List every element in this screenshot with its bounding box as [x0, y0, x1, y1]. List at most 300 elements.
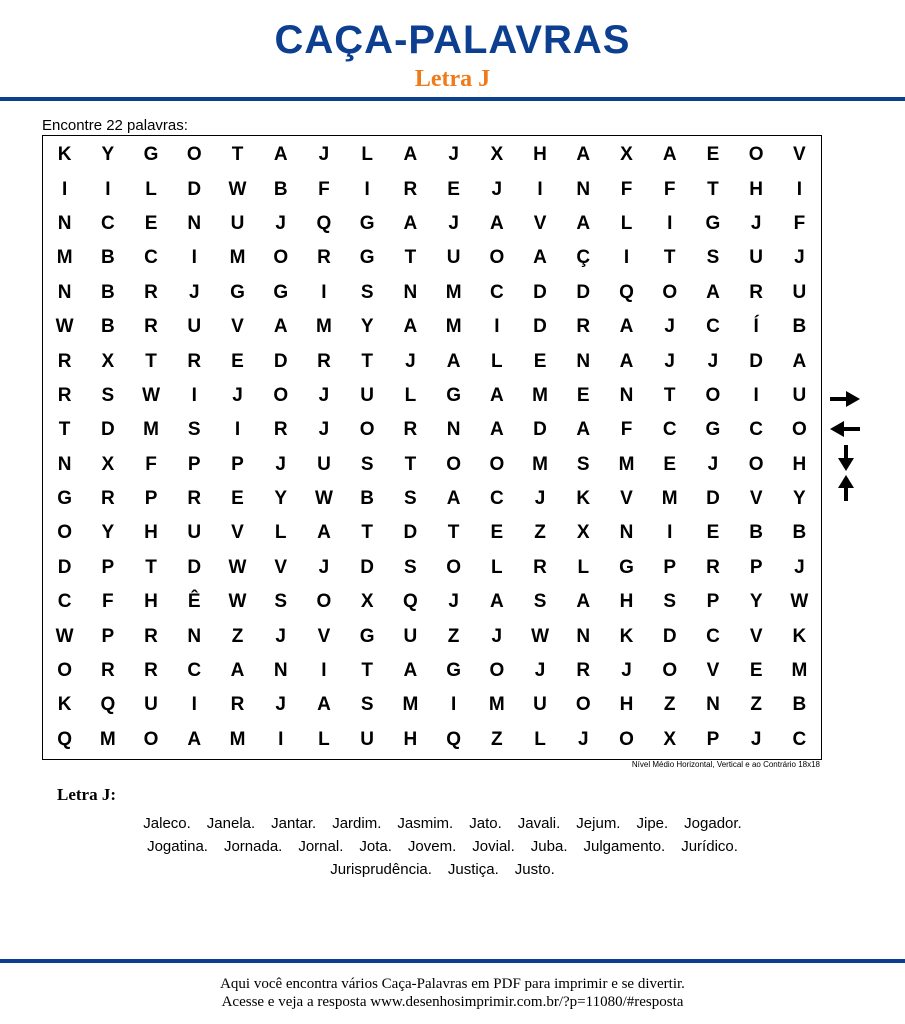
grid-letter: X: [101, 453, 115, 475]
grid-letter: J: [448, 212, 459, 234]
grid-letter: Z: [534, 522, 546, 544]
grid-letter: A: [489, 591, 504, 613]
grid-letter: E: [490, 522, 504, 544]
grid-letter: Í: [753, 316, 759, 338]
grid-letter: O: [748, 453, 764, 475]
grid-letter: J: [448, 144, 459, 166]
grid-letter: O: [489, 247, 505, 269]
grid-letter: L: [620, 212, 633, 234]
grid-letter: G: [273, 281, 289, 303]
grid-letter: O: [619, 728, 634, 750]
grid-letter: W: [790, 591, 809, 613]
grid-letter: N: [273, 660, 288, 682]
grid-letter: C: [489, 488, 504, 510]
grid-letter: J: [794, 556, 805, 578]
grid-letter: V: [620, 488, 633, 510]
grid-letter: T: [361, 522, 373, 544]
grid-letter: Y: [749, 591, 763, 613]
word-item: Jejum.: [576, 815, 621, 832]
grid-letter: L: [577, 556, 590, 578]
grid-letter: M: [532, 453, 548, 475]
grid-letter: P: [749, 556, 763, 578]
grid-letter: E: [447, 178, 460, 200]
grid-letter: E: [576, 384, 590, 406]
grid-letter: L: [491, 350, 503, 372]
grid-letter: E: [663, 453, 677, 475]
grid-letter: U: [230, 212, 245, 234]
grid-letter: A: [446, 488, 461, 510]
grid-letter: H: [749, 178, 764, 200]
grid-letter: K: [57, 694, 72, 716]
grid-letter: B: [792, 522, 807, 544]
grid-letter: L: [404, 384, 417, 406]
grid-letter: V: [706, 660, 720, 682]
grid-letter: P: [187, 453, 201, 475]
grid-letter: B: [100, 281, 115, 303]
grid-letter: N: [619, 384, 634, 406]
grid-letter: R: [533, 556, 547, 578]
grid-letter: T: [145, 350, 157, 372]
grid-letter: G: [230, 281, 245, 303]
grid-letter: C: [662, 419, 677, 441]
grid-letter: H: [403, 728, 418, 750]
grid-letter: N: [187, 212, 202, 234]
grid-letter: D: [706, 488, 720, 510]
word-item: Jornal.: [298, 838, 344, 855]
word-list-line-1: [0, 815, 885, 833]
grid-letter: D: [57, 556, 72, 578]
grid-letter: F: [318, 178, 330, 200]
grid-letter: R: [273, 419, 288, 441]
grid-letter: R: [317, 247, 331, 269]
grid-letter: U: [360, 384, 375, 406]
grid-letter: G: [57, 488, 72, 510]
word-item: Jovem.: [407, 838, 457, 855]
grid-letter: D: [403, 522, 418, 544]
grid-letter: J: [491, 178, 503, 200]
grid-letter: J: [318, 144, 330, 166]
instruction-text: Encontre 22 palavras:: [42, 117, 188, 134]
grid-letter: D: [576, 281, 591, 303]
grid-letter: W: [228, 556, 247, 578]
grid-letter: D: [100, 419, 115, 441]
word-item: Javali.: [517, 815, 561, 832]
grid-letter: A: [187, 728, 202, 750]
grid-letter: F: [102, 591, 114, 613]
grid-letter: J: [664, 316, 675, 338]
grid-letter: O: [446, 453, 461, 475]
word-item: Jogador.: [684, 815, 742, 832]
grid-letter: K: [57, 144, 72, 166]
grid-letter: J: [318, 556, 330, 578]
word-item: Jornada.: [223, 838, 283, 855]
grid-letter: T: [404, 247, 417, 269]
grid-letter: M: [791, 660, 808, 682]
word-list-line-3: [0, 861, 885, 879]
grid-letter: P: [663, 556, 677, 578]
grid-letter: I: [796, 178, 803, 200]
word-item: Jurídico.: [681, 838, 738, 855]
grid-letter: D: [662, 625, 677, 647]
grid-letter: S: [404, 556, 417, 578]
grid-letter: T: [404, 453, 417, 475]
word-item: Justo.: [514, 861, 555, 878]
grid-letter: S: [360, 694, 374, 716]
grid-letter: Q: [100, 694, 116, 716]
grid-letter: M: [661, 488, 678, 510]
grid-letter: O: [662, 660, 678, 682]
grid-letter: O: [662, 281, 678, 303]
grid-letter: X: [490, 144, 504, 166]
grid-letter: T: [145, 556, 157, 578]
grid-letter: B: [360, 488, 375, 510]
grid-letter: N: [57, 281, 72, 303]
grid-letter: A: [489, 212, 504, 234]
grid-letter: I: [321, 281, 327, 303]
grid-letter: N: [57, 212, 72, 234]
grid-letter: V: [749, 625, 763, 647]
grid-letter: R: [100, 488, 115, 510]
grid-letter: Z: [663, 694, 676, 716]
grid-letter: I: [105, 178, 111, 200]
grid-letter: Q: [619, 281, 634, 303]
grid-letter: X: [576, 522, 590, 544]
grid-letter: R: [144, 625, 158, 647]
grid-letter: Q: [446, 728, 461, 750]
grid-letter: D: [187, 178, 202, 200]
grid-letter: M: [488, 694, 505, 716]
grid-letter: S: [274, 591, 288, 613]
grid-letter: R: [230, 694, 245, 716]
grid-letter: I: [753, 384, 759, 406]
grid-letter: G: [359, 247, 375, 269]
grid-letter: G: [446, 660, 461, 682]
grid-letter: I: [191, 247, 197, 269]
grid-letter: O: [57, 522, 72, 544]
grid-letter: J: [707, 350, 719, 372]
grid-letter: A: [317, 522, 331, 544]
grid-letter: C: [187, 660, 202, 682]
grid-letter: U: [144, 694, 158, 716]
direction-legend: [828, 388, 864, 503]
grid-letter: W: [55, 316, 74, 338]
grid-letter: N: [706, 694, 720, 716]
grid-letter: U: [360, 728, 375, 750]
grid-letter: M: [229, 247, 246, 269]
grid-letter: F: [663, 178, 676, 200]
grid-letter: Q: [316, 212, 332, 234]
grid-letter: A: [317, 694, 331, 716]
grid-letter: A: [576, 419, 591, 441]
grid-letter: I: [191, 694, 197, 716]
grid-letter: R: [100, 660, 115, 682]
grid-letter: J: [275, 212, 286, 234]
bottom-divider: [0, 959, 905, 963]
grid-letter: I: [321, 660, 327, 682]
grid-letter: J: [318, 419, 330, 441]
word-item: Jurisprudência.: [330, 861, 432, 878]
grid-letter: E: [749, 660, 763, 682]
grid-letter: T: [663, 247, 676, 269]
grid-letter: M: [618, 453, 635, 475]
grid-letter: A: [230, 660, 245, 682]
grid-letter: O: [489, 453, 505, 475]
grid-letter: M: [99, 728, 116, 750]
grid-letter: E: [231, 488, 244, 510]
grid-letter: A: [576, 212, 591, 234]
grid-letter: J: [275, 694, 286, 716]
grid-letter: J: [707, 453, 719, 475]
grid-letter: N: [576, 625, 591, 647]
grid-letter: T: [707, 178, 719, 200]
grid-letter: H: [619, 591, 634, 613]
grid-letter: F: [620, 419, 633, 441]
footer-text: Aqui você encontra vários Caça-Palavras em PDF para imprimir e se divertir.: [220, 976, 685, 992]
grid-letter: V: [749, 488, 763, 510]
grid-letter: R: [187, 488, 202, 510]
grid-letter: S: [187, 419, 201, 441]
grid-letter: O: [446, 556, 461, 578]
grid-letter: A: [489, 419, 504, 441]
grid-letter: F: [620, 178, 633, 200]
grid-letter: B: [273, 178, 288, 200]
grid-letter: B: [792, 316, 807, 338]
grid-letter: D: [533, 281, 547, 303]
grid-letter: C: [749, 419, 764, 441]
grid-letter: Q: [402, 591, 418, 613]
grid-letter: J: [577, 728, 589, 750]
grid-letter: D: [187, 556, 202, 578]
word-item: Jato.: [469, 815, 502, 832]
grid-letter: S: [404, 488, 417, 510]
grid-letter: Y: [274, 488, 288, 510]
grid-letter: S: [360, 453, 374, 475]
grid-letter: L: [318, 728, 330, 750]
grid-letter: E: [706, 522, 720, 544]
arrow-up-icon: [836, 474, 856, 502]
grid-letter: L: [274, 522, 287, 544]
grid-letter: E: [533, 350, 547, 372]
grid-letter: H: [144, 522, 158, 544]
grid-letter: W: [531, 625, 550, 647]
grid-letter: M: [316, 316, 332, 338]
grid-letter: T: [447, 522, 460, 544]
grid-letter: J: [405, 350, 416, 372]
grid-letter: G: [143, 144, 159, 166]
grid-letter: A: [403, 144, 418, 166]
grid-letter: I: [450, 694, 457, 716]
grid-letter: E: [231, 350, 244, 372]
word-item: Justiça.: [447, 861, 499, 878]
grid-letter: N: [576, 350, 591, 372]
grid-letter: M: [402, 694, 419, 716]
grid-letter: A: [403, 660, 418, 682]
grid-letter: Q: [57, 728, 72, 750]
grid-letter: U: [403, 625, 418, 647]
grid-letter: J: [232, 384, 243, 406]
grid-letter: S: [533, 591, 547, 613]
grid-letter: J: [750, 728, 762, 750]
word-item: Jota.: [359, 838, 392, 855]
grid-letter: G: [705, 212, 721, 234]
grid-letter: R: [144, 316, 158, 338]
grid-letter: O: [748, 144, 764, 166]
grid-letter: V: [231, 316, 244, 338]
grid-letter: A: [619, 350, 634, 372]
grid-letter: J: [188, 281, 200, 303]
grid-letter: K: [619, 625, 634, 647]
grid-letter: W: [228, 591, 247, 613]
page-title: CAÇA-PALAVRAS: [274, 18, 631, 62]
grid-letter: I: [667, 212, 673, 234]
grid-letter: G: [446, 384, 461, 406]
grid-letter: M: [445, 281, 462, 303]
grid-letter: F: [145, 453, 157, 475]
word-item: Jardim.: [332, 815, 382, 832]
word-search-grid: [42, 135, 822, 760]
grid-letter: M: [143, 419, 159, 441]
grid-letter: J: [491, 625, 503, 647]
grid-letter: V: [274, 556, 288, 578]
grid-letter: A: [662, 144, 677, 166]
arrow-right-icon: [828, 388, 862, 410]
grid-letter: K: [792, 625, 807, 647]
grid-letter: R: [57, 384, 72, 406]
grid-letter: W: [228, 178, 247, 200]
grid-letter: P: [101, 556, 115, 578]
grid-letter: U: [317, 453, 331, 475]
word-item: Jogatina.: [147, 838, 208, 855]
grid-letter: L: [534, 728, 546, 750]
top-divider: [0, 97, 905, 101]
word-list-line-2: [0, 838, 885, 856]
grid-letter: X: [620, 144, 633, 166]
grid-letter: R: [144, 660, 158, 682]
grid-letter: T: [361, 350, 373, 372]
grid-letter: I: [234, 419, 241, 441]
grid-letter: U: [792, 384, 807, 406]
grid-letter: N: [576, 178, 591, 200]
grid-letter: N: [403, 281, 418, 303]
grid-letter: T: [231, 144, 244, 166]
grid-letter: C: [100, 212, 115, 234]
grid-letter: C: [489, 281, 504, 303]
grid-letter: D: [533, 316, 547, 338]
grid-letter: O: [791, 419, 807, 441]
grid-letter: P: [706, 728, 720, 750]
grid-letter: J: [794, 247, 805, 269]
grid-letter: A: [533, 247, 547, 269]
grid-letter: C: [792, 728, 807, 750]
grid-letter: D: [533, 419, 547, 441]
grid-letter: Ê: [187, 591, 201, 613]
grid-letter: P: [144, 488, 158, 510]
grid-letter: C: [144, 247, 158, 269]
grid-letter: T: [361, 660, 373, 682]
grid-letter: T: [58, 419, 71, 441]
grid-letter: K: [576, 488, 591, 510]
grid-letter: Z: [231, 625, 244, 647]
grid-letter: A: [273, 144, 288, 166]
grid-letter: V: [533, 212, 547, 234]
grid-letter: R: [403, 419, 418, 441]
grid-letter: B: [792, 694, 807, 716]
word-item: Julgamento.: [583, 838, 666, 855]
grid-letter: A: [619, 316, 634, 338]
grid-letter: J: [664, 350, 675, 372]
grid-letter: Y: [101, 522, 115, 544]
grid-letter: A: [576, 144, 591, 166]
grid-letter: B: [100, 316, 115, 338]
grid-letter: E: [144, 212, 158, 234]
grid-letter: S: [706, 247, 720, 269]
grid-letter: A: [403, 316, 418, 338]
grid-letter: I: [623, 247, 630, 269]
grid-letter: R: [187, 350, 202, 372]
grid-letter: R: [144, 281, 158, 303]
grid-letter: D: [749, 350, 764, 372]
grid-letter: S: [663, 591, 677, 613]
grid-letter: G: [359, 212, 375, 234]
grid-letter: P: [706, 591, 720, 613]
grid-letter: Z: [491, 728, 503, 750]
grid-letter: J: [318, 384, 330, 406]
grid-letter: W: [314, 488, 333, 510]
grid-letter: H: [533, 144, 547, 166]
grid-letter: A: [403, 212, 418, 234]
grid-letter: I: [278, 728, 284, 750]
grid-letter: R: [576, 316, 591, 338]
grid-letter: O: [316, 591, 332, 613]
grid-letter: I: [667, 522, 673, 544]
grid-letter: J: [621, 660, 632, 682]
word-list-heading: Letra J:: [57, 785, 117, 804]
grid-letter: Y: [101, 144, 115, 166]
grid-letter: O: [273, 247, 289, 269]
grid-letter: T: [663, 384, 676, 406]
grid-letter: I: [364, 178, 370, 200]
grid-letter: A: [273, 316, 288, 338]
grid-letter: R: [57, 350, 72, 372]
grid-letter: X: [663, 728, 677, 750]
grid-letter: X: [360, 591, 374, 613]
grid-letter: R: [706, 556, 720, 578]
grid-letter: R: [403, 178, 418, 200]
grid-letter: B: [100, 247, 115, 269]
arrow-down-icon: [836, 444, 856, 472]
grid-letter: D: [273, 350, 288, 372]
grid-letter: A: [706, 281, 720, 303]
grid-letter: H: [144, 591, 158, 613]
grid-letter: A: [446, 350, 461, 372]
grid-letter: P: [231, 453, 244, 475]
grid-letter: O: [57, 660, 72, 682]
arrow-left-icon: [828, 418, 862, 440]
grid-letter: S: [576, 453, 590, 475]
grid-letter: M: [229, 728, 246, 750]
grid-letter: J: [534, 488, 546, 510]
grid-letter: W: [55, 625, 74, 647]
grid-letter: J: [275, 625, 286, 647]
grid-letter: J: [448, 591, 459, 613]
grid-letter: N: [619, 522, 634, 544]
grid-letter: L: [361, 144, 373, 166]
grid-letter: H: [619, 694, 634, 716]
grid-letter: O: [359, 419, 375, 441]
grid-letter: J: [750, 212, 762, 234]
grid-letter: O: [575, 694, 591, 716]
grid-letter: C: [706, 316, 720, 338]
